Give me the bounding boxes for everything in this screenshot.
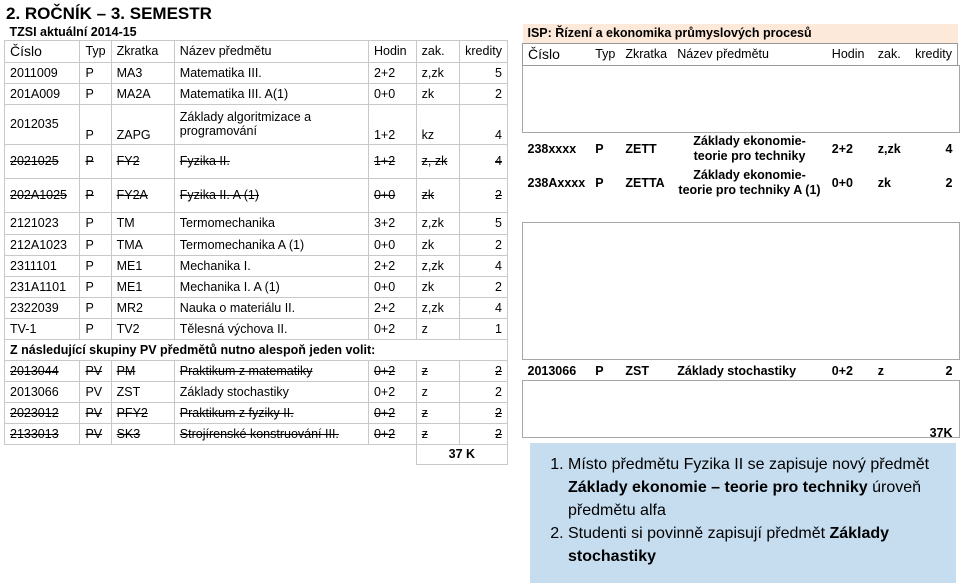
cell-typ: P <box>595 176 604 190</box>
cell-typ: PV <box>80 360 111 381</box>
cell-zkratka: ZST <box>111 381 174 402</box>
header-zkratka: Zkratka <box>111 40 174 62</box>
table-row <box>5 178 508 212</box>
cell-zkratka: ZETTA <box>625 176 665 190</box>
cell-zak: z <box>416 402 459 423</box>
table-row <box>5 297 508 318</box>
cell-zkratka: FY2A <box>111 178 174 212</box>
cell-nazev: Mechanika I. <box>174 255 368 276</box>
cell-hodin: 0+2 <box>368 318 416 339</box>
cell-zkratka: PM <box>111 360 174 381</box>
group-label: Z následující skupiny PV předmětů nutno alespoň jeden volit: <box>5 339 508 360</box>
cell-zak: zk <box>416 276 459 297</box>
cell-cislo: 2011009 <box>5 62 80 83</box>
cell-zkratka: FY2 <box>111 144 174 178</box>
header-zak: zak. <box>416 40 459 62</box>
cell-kredity: 2 <box>460 423 508 444</box>
table-row <box>5 212 508 234</box>
cell-zak: z,zk <box>877 142 901 156</box>
cell-typ: PV <box>80 381 111 402</box>
cell-nazev: Praktikum z matematiky <box>174 360 368 381</box>
isp-subtitle: ISP: Řízení a ekonomika průmyslových procesů <box>523 24 958 43</box>
note-2-text: Studenti si povinně zapisují předmět <box>568 525 830 542</box>
cell-nazev: Matematika III. <box>174 62 368 83</box>
cell-kredity: 1 <box>460 318 508 339</box>
page-title: 2. ROČNÍK – 3. SEMESTR <box>6 4 212 23</box>
cell-typ: P <box>80 178 111 212</box>
cell-hodin: 0+0 <box>831 176 854 190</box>
cell-nazev: Fyzika II. A (1) <box>174 178 368 212</box>
cell-nazev: Tělesná výchova II. <box>174 318 368 339</box>
cell-kredity: 2 <box>460 381 508 402</box>
note-1-bold: Základy ekonomie – teorie pro techniky <box>568 479 868 496</box>
cell-zak: z <box>416 360 459 381</box>
right-total-credits: 37K <box>929 426 953 440</box>
cell-zak: kz <box>416 104 459 144</box>
cell-hodin: 0+2 <box>368 360 416 381</box>
cell-hodin: 2+2 <box>368 255 416 276</box>
cell-cislo: 2013066 <box>527 363 577 378</box>
header-nazev: Název předmětu <box>174 40 368 62</box>
cell-zkratka: TV2 <box>111 318 174 339</box>
table-row <box>523 166 958 200</box>
cell-nazev: Termomechanika A (1) <box>174 234 368 255</box>
table-row <box>5 402 508 423</box>
cell-hodin: 3+2 <box>368 212 416 234</box>
cell-nazev-line1: Základy ekonomie- <box>693 168 806 182</box>
cell-nazev-line2: programování <box>179 124 257 138</box>
cell-cislo: 2133013 <box>5 423 80 444</box>
header-cislo: Číslo <box>5 40 80 62</box>
table-row <box>523 132 958 166</box>
header-typ: Typ <box>590 43 620 65</box>
cell-hodin: 1+2 <box>368 144 416 178</box>
cell-typ: P <box>80 144 111 178</box>
cell-cislo: 238Axxxx <box>527 176 586 190</box>
cell-nazev <box>174 104 368 144</box>
cell-hodin: 0+0 <box>368 83 416 104</box>
cell-zak: zk <box>416 234 459 255</box>
left-subtitle: TZSI aktuální 2014-15 <box>9 24 137 39</box>
cell-zak: zk <box>416 83 459 104</box>
cell-zak: zk <box>877 176 891 190</box>
table-row <box>5 318 508 339</box>
cell-zkratka: PFY2 <box>111 402 174 423</box>
cell-typ: P <box>80 234 111 255</box>
cell-kredity: 2 <box>945 363 953 378</box>
cell-zkratka: ME1 <box>111 276 174 297</box>
cell-kredity: 4 <box>460 255 508 276</box>
cell-kredity: 2 <box>945 176 953 190</box>
cell-nazev: Strojírenské konstruování III. <box>174 423 368 444</box>
cell-hodin: 1+2 <box>368 104 416 144</box>
cell-cislo: 2311101 <box>5 255 80 276</box>
cell-cislo: 2013066 <box>5 381 80 402</box>
cell-zkratka: MR2 <box>111 297 174 318</box>
cell-hodin: 2+2 <box>368 297 416 318</box>
left-course-table <box>4 24 508 465</box>
cell-zak: z,zk <box>416 62 459 83</box>
cell-typ: P <box>595 142 604 156</box>
cell-kredity: 5 <box>460 212 508 234</box>
right-course-table <box>522 24 958 443</box>
cell-typ: P <box>80 83 111 104</box>
cell-kredity: 2 <box>460 83 508 104</box>
table-row <box>5 360 508 381</box>
cell-cislo: 2013044 <box>5 360 80 381</box>
cell-kredity: 4 <box>945 142 953 156</box>
cell-kredity: 4 <box>460 297 508 318</box>
cell-typ: P <box>80 255 111 276</box>
cell-zkratka: SK3 <box>111 423 174 444</box>
cell-cislo: 238xxxx <box>527 142 577 156</box>
note-2-bold: Základy stochastiky <box>568 525 890 565</box>
cell-nazev: Mechanika I. A (1) <box>174 276 368 297</box>
header-zak: zak. <box>873 43 910 65</box>
cell-typ: P <box>80 104 111 144</box>
cell-typ: P <box>595 363 604 378</box>
cell-hodin: 0+0 <box>368 234 416 255</box>
cell-typ: P <box>80 318 111 339</box>
header-hodin: Hodin <box>368 40 416 62</box>
header-zkratka: Zkratka <box>620 43 672 65</box>
cell-cislo: 212A1023 <box>5 234 80 255</box>
cell-hodin: 0+0 <box>368 276 416 297</box>
cell-zkratka: ZST <box>625 363 649 378</box>
cell-typ: PV <box>80 402 111 423</box>
cell-cislo: 2023012 <box>5 402 80 423</box>
table-row <box>523 360 958 381</box>
cell-cislo: 231A1101 <box>5 276 80 297</box>
cell-zkratka: MA3 <box>111 62 174 83</box>
cell-zkratka: ZAPG <box>111 104 174 144</box>
cell-zkratka: TMA <box>111 234 174 255</box>
note-item-2 <box>568 522 956 568</box>
cell-zak: z <box>416 423 459 444</box>
cell-hodin: 0+2 <box>831 363 854 378</box>
table-row <box>5 62 508 83</box>
cell-zak: z <box>877 363 885 378</box>
cell-cislo: 201A009 <box>5 83 80 104</box>
cell-cislo: 2322039 <box>5 297 80 318</box>
cell-hodin: 2+2 <box>831 142 854 156</box>
cell-nazev: Nauka o materiálu II. <box>174 297 368 318</box>
cell-kredity: 2 <box>460 178 508 212</box>
cell-zkratka: TM <box>111 212 174 234</box>
cell-nazev-line1: Základy ekonomie- <box>693 134 806 148</box>
cell-cislo: 2021025 <box>5 144 80 178</box>
cell-nazev: Základy stochastiky <box>677 363 797 378</box>
cell-typ: P <box>80 212 111 234</box>
cell-nazev: Fyzika II. <box>174 144 368 178</box>
cell-kredity: 4 <box>460 144 508 178</box>
cell-nazev: Matematika III. A(1) <box>174 83 368 104</box>
cell-kredity: 2 <box>460 402 508 423</box>
cell-kredity: 2 <box>460 360 508 381</box>
cell-zak: z,zk <box>416 255 459 276</box>
cell-typ: P <box>80 297 111 318</box>
cell-zkratka: ME1 <box>111 255 174 276</box>
cell-nazev-line2: teorie pro techniky A (1) <box>678 183 821 197</box>
table-row <box>5 381 508 402</box>
left-total-credits: 37 K <box>416 444 507 464</box>
cell-cislo: TV-1 <box>5 318 80 339</box>
table-row <box>5 255 508 276</box>
cell-nazev: Základy stochastiky <box>174 381 368 402</box>
notes-box <box>530 443 956 583</box>
cell-zak: z,zk <box>416 212 459 234</box>
cell-nazev <box>672 166 827 200</box>
table-row <box>5 234 508 255</box>
cell-zak: z,zk <box>416 297 459 318</box>
cell-zak: zk <box>416 178 459 212</box>
header-cislo: Číslo <box>523 43 591 65</box>
header-typ: Typ <box>80 40 111 62</box>
cell-zak: z <box>416 381 459 402</box>
cell-kredity: 5 <box>460 62 508 83</box>
cell-zak: z, zk <box>416 144 459 178</box>
cell-cislo: 202A1025 <box>5 178 80 212</box>
cell-nazev-line2: teorie pro techniky <box>693 149 806 163</box>
cell-kredity: 2 <box>460 234 508 255</box>
table-row <box>5 104 508 144</box>
header-hodin: Hodin <box>827 43 873 65</box>
cell-hodin: 0+2 <box>368 423 416 444</box>
cell-typ: P <box>80 276 111 297</box>
header-nazev: Název předmětu <box>672 43 827 65</box>
cell-typ: P <box>80 62 111 83</box>
cell-hodin: 0+0 <box>368 178 416 212</box>
cell-typ: PV <box>80 423 111 444</box>
cell-nazev <box>672 132 827 166</box>
cell-nazev: Praktikum z fyziky II. <box>174 402 368 423</box>
table-row <box>5 276 508 297</box>
note-1-tail: úroveň předmětu alfa <box>568 479 922 519</box>
cell-cislo: 2012035 <box>5 104 80 144</box>
cell-nazev-line1: Základy algoritmizace a <box>179 110 312 124</box>
cell-nazev: Termomechanika <box>174 212 368 234</box>
cell-kredity: 4 <box>460 104 508 144</box>
note-1-text: Místo předmětu Fyzika II se zapisuje nový předmět <box>568 456 930 473</box>
cell-zak: z <box>416 318 459 339</box>
cell-zkratka: ZETT <box>625 142 657 156</box>
cell-zkratka: MA2A <box>111 83 174 104</box>
cell-hodin: 0+2 <box>368 381 416 402</box>
cell-hodin: 0+2 <box>368 402 416 423</box>
cell-hodin: 2+2 <box>368 62 416 83</box>
table-row <box>5 83 508 104</box>
table-row <box>5 144 508 178</box>
header-kredity: kredity <box>910 43 957 65</box>
table-row <box>5 423 508 444</box>
note-item-1 <box>568 453 956 522</box>
cell-cislo: 2121023 <box>5 212 80 234</box>
cell-kredity: 2 <box>460 276 508 297</box>
header-kredity: kredity <box>460 40 508 62</box>
